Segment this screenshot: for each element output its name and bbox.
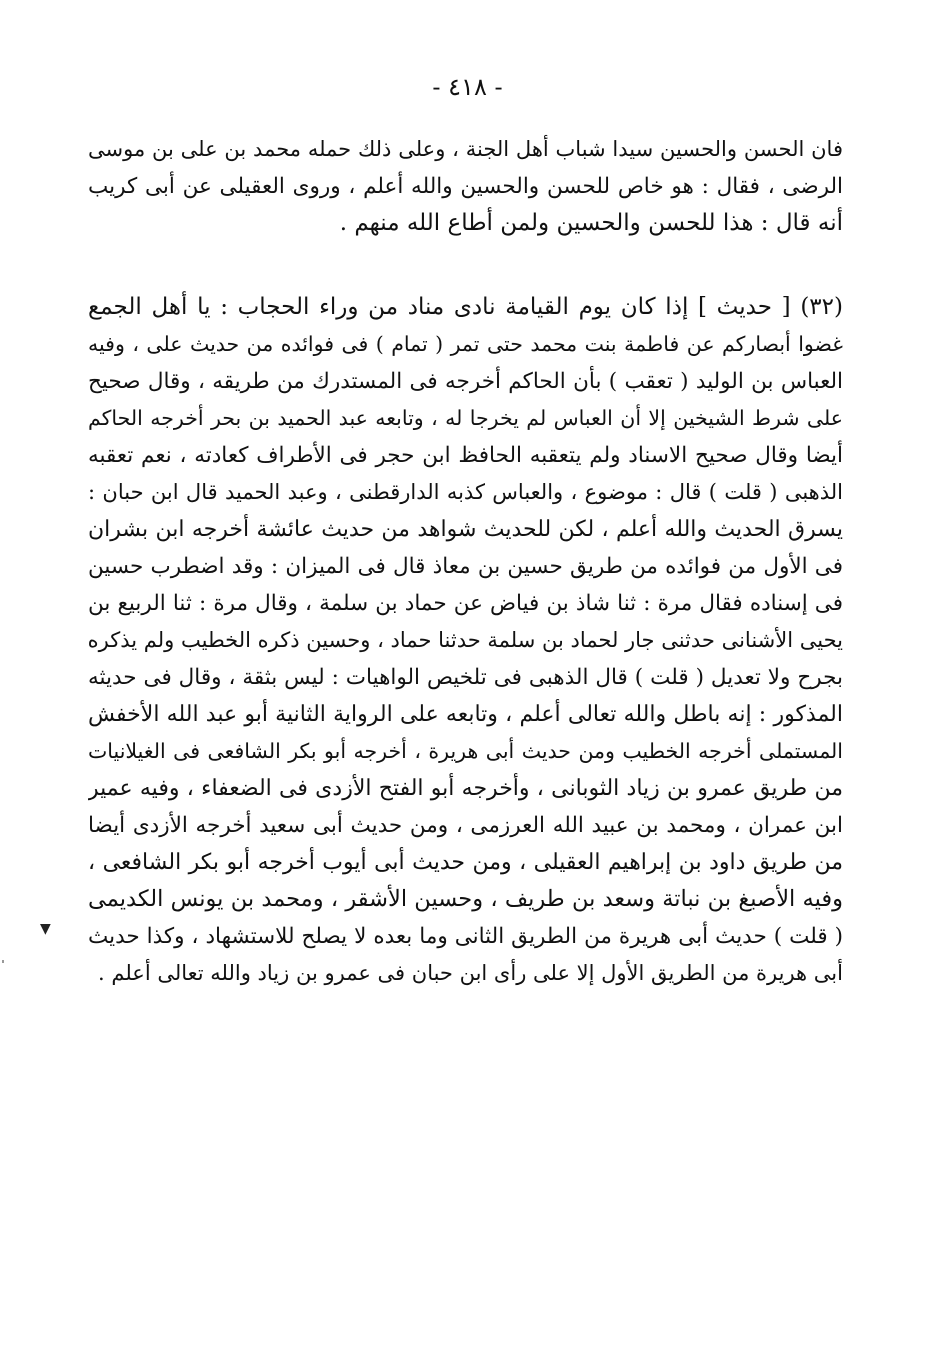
text-line: بجرح ولا تعديل ( قلت ) قال الذهبى فى تلخيص الواهيات : ليس بثقة ، وقال فى حديثه: [88, 665, 843, 690]
page-number: - ٤١٨ -: [432, 73, 503, 101]
text-line: على شرط الشيخين إلا أن العباس لم يخرجا له ، وتابعه عبد الحميد بن بحر أخرجه الحاكم: [88, 406, 843, 430]
text-line: ( قلت ) حديث أبى هريرة من الطريق الثانى وما بعده لا يصلح للاستشهاد ، وكذا حديث: [88, 924, 843, 949]
text-line: غضوا أبصاركم عن فاطمة بنت محمد حتى تمر ( تمام ) فى فوائده من حديث على ، وفيه: [88, 332, 843, 356]
text-line: المستملى أخرجه الخطيب ومن حديث أبى هريرة ، أخرجه أبو بكر الشافعى فى الغيلانيات: [88, 739, 843, 763]
hadith-32-paragraph: [88, 289, 843, 992]
paragraph-continuation: [88, 131, 843, 242]
text-line: أبى هريرة من الطريق الأول إلا على رأى ابن حبان فى عمرو بن زياد والله تعالى أعلم .: [98, 961, 843, 985]
text-line: الرضى ، فقال : هو خاص للحسن والحسين والله أعلم ، وروى العقيلى عن أبى كريب: [88, 174, 843, 199]
text-line: (٣٢) [ حديث ] إذا كان يوم القيامة نادى مناد من وراء الحجاب : يا أهل الجمع: [88, 294, 843, 320]
text-line: أيضا وقال صحيح الاسناد ولم يتعقبه الحافظ ابن حجر فى الأطراف كعادته ، نعم تعقبه: [88, 443, 843, 468]
text-line: من طريق داود بن إبراهيم العقيلى ، ومن حديث أبى أيوب أخرجه أبو بكر الشافعى ،: [88, 850, 843, 875]
text-line: ابن عمران ، ومحمد بن عبيد الله العرزمى ، ومن حديث أبى سعيد أخرجه الأزدى أيضا: [88, 813, 843, 838]
text-line: الذهبى ( قلت ) قال : موضوع ، والعباس كذبه الدارقطنى ، وعبد الحميد قال ابن حبان :: [88, 480, 843, 504]
text-line: يحيى الأشنانى حدثنى جار لحماد بن سلمة حدثنا حماد ، وحسين ذكره الخطيب ولم يذكره: [88, 628, 843, 652]
text-line: فان الحسن والحسين سيدا شباب أهل الجنة ، وعلى ذلك حمله محمد بن على بن موسى: [88, 137, 843, 161]
text-line: أنه قال : هذا للحسن والحسين ولمن أطاع الله منهم .: [339, 210, 843, 236]
text-line: وفيه الأصبغ بن نباتة وسعد بن طريف ، وحسين الأشقر ، ومحمد بن يونس الكديمى: [88, 886, 843, 912]
margin-marker-icon: ▼: [40, 921, 51, 937]
text-line: المذكور : إنه باطل والله تعالى أعلم ، وتابعه على الرواية الثانية أبو عبد الله الأخفش: [88, 702, 843, 727]
text-line: من طريق عمرو بن زياد الثوبانى ، وأخرجه أبو الفتح الأزدى فى الضعفاء ، وفيه عمير: [88, 776, 843, 801]
text-line: يسرق الحديث والله أعلم ، لكن للحديث شواهد من حديث عائشة أخرجه ابن بشران: [88, 517, 843, 542]
text-line: فى إسناده فقال مرة : ثنا شاذ بن فياض عن حماد بن سلمة ، وقال مرة : ثنا الربيع بن: [88, 591, 843, 616]
scan-speck: [2, 960, 4, 963]
text-line: العباس بن الوليد ( تعقب ) بأن الحاكم أخرجه فى المستدرك من طريقه ، وقال صحيح: [88, 369, 843, 394]
text-line: فى الأول من فوائده من طريق حسين بن معاذ قال فى الميزان : وقد اضطرب حسين: [88, 554, 843, 579]
